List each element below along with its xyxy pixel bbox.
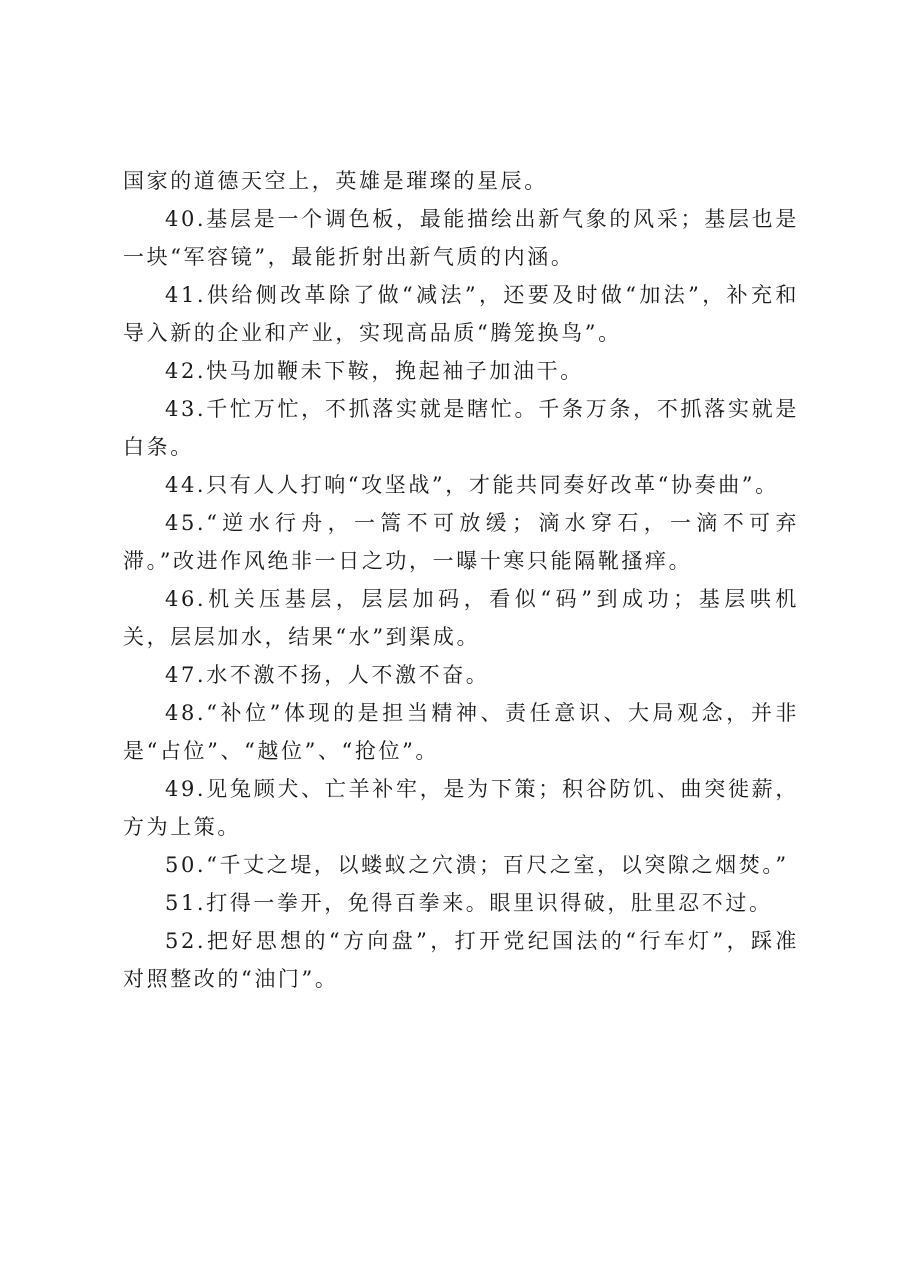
paragraph-item-49: 49.见兔顾犬、亡羊补牢，是为下策；积谷防饥、曲突徙薪，方为上策。: [123, 777, 799, 839]
paragraph-item-44: 44.只有人人打响“攻坚战”，才能共同奏好改革“协奏曲”。: [165, 473, 779, 497]
paragraph-continuation: 国家的道德天空上，英雄是璀璨的星辰。: [123, 169, 548, 193]
paragraph-item-45: 45.“逆水行舟，一篙不可放缓；滴水穿石，一滴不可弃滞。”改进作风绝非一日之功，一曝十寒只能隔靴搔痒。: [123, 511, 799, 573]
paragraph-item-41: 41.供给侧改革除了做“减法”，还要及时做“加法”，补充和导入新的企业和产业，实现高品质“腾笼换鸟”。: [123, 283, 799, 345]
paragraph-item-51: 51.打得一拳开，免得百拳来。眼里识得破，肚里忍不过。: [165, 891, 773, 915]
paragraph-item-52: 52.把好思想的“方向盘”，打开党纪国法的“行车灯”，踩准对照整改的“油门”。: [123, 929, 799, 991]
paragraph-item-43: 43.千忙万忙，不抓落实就是瞎忙。千条万条，不抓落实就是白条。: [123, 397, 799, 459]
paragraph-item-40: 40.基层是一个调色板，最能描绘出新气象的风采；基层也是一块“军容镜”，最能折射出新气质的内涵。: [123, 207, 799, 269]
paragraph-item-47: 47.水不激不扬，人不激不奋。: [165, 663, 490, 687]
paragraph-item-48: 48.“补位”体现的是担当精神、责任意识、大局观念，并非是“占位”、“越位”、“抢位”。: [123, 701, 799, 763]
paragraph-item-46: 46.机关压基层，层层加码，看似“码”到成功；基层哄机关，层层加水，结果“水”到渠成。: [123, 587, 799, 649]
paragraph-item-42: 42.快马加鞭未下鞍，挽起袖子加油干。: [165, 359, 584, 383]
document-body: [123, 162, 799, 998]
paragraph-item-50: 50.“千丈之堤，以蝼蚁之穴溃；百尺之室，以突隙之烟焚。”: [165, 853, 789, 877]
